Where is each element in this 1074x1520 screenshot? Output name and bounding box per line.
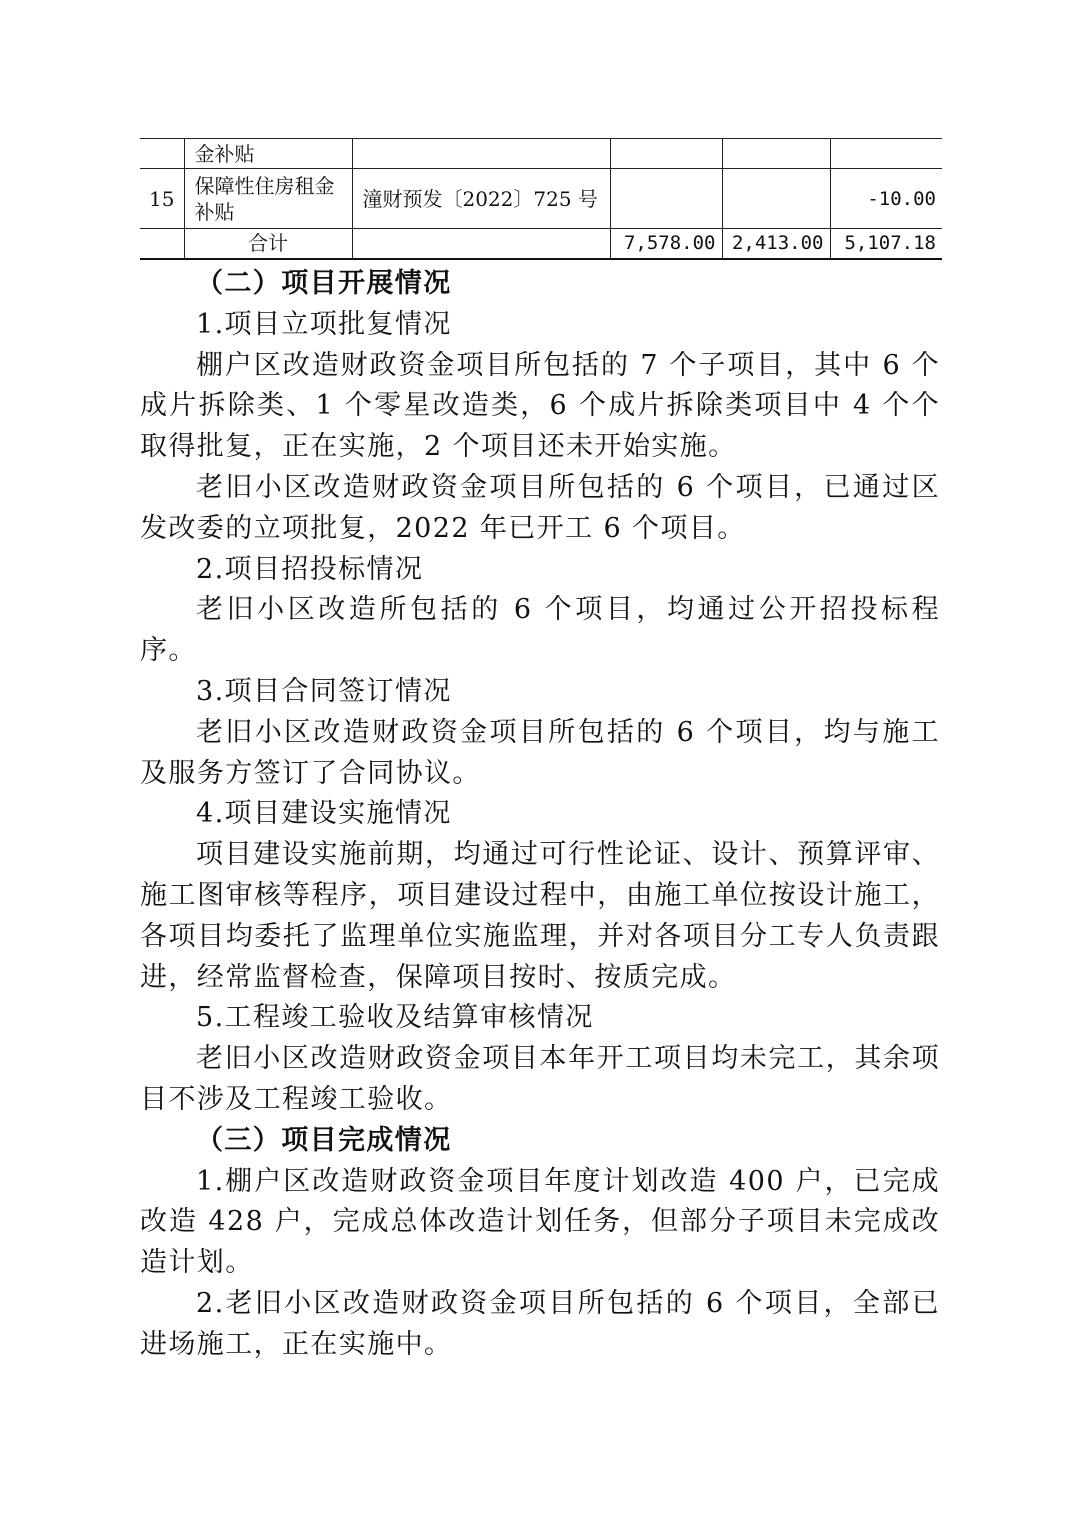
amount-a — [610, 139, 722, 169]
paragraph: 项目建设实施前期，均通过可行性论证、设计、预算评审、施工图审核等程序，项目建设过程中，由施工单位按设计施工，各项目均委托了监理单位实施监理，并对各项目分工专人负责跟进，经常监督检查，保障项目按时、按质完成。 — [140, 839, 940, 993]
total-amount-c: 5,107.18 — [830, 229, 942, 259]
total-amount-b: 2,413.00 — [722, 229, 830, 259]
paragraph: 老旧小区改造财政资金项目所包括的 6 个项目，均与施工及服务方签订了合同协议。 — [140, 716, 940, 789]
subsection-title: 4.项目建设实施情况 — [196, 798, 452, 830]
body-text — [140, 264, 940, 1366]
table-row — [140, 169, 942, 229]
subsection-title: 1.项目立项批复情况 — [196, 308, 452, 340]
amount-c — [830, 139, 942, 169]
paragraph: 1.棚户区改造财政资金项目年度计划改造 400 户，已完成改造 428 户，完成总体改造计划任务，但部分子项目未完成改造计划。 — [140, 1165, 940, 1279]
document-number: 潼财预发〔2022〕725 号 — [352, 169, 610, 229]
funding-table — [140, 138, 942, 260]
subsection-title: 3.项目合同签订情况 — [196, 675, 452, 707]
table-row — [140, 139, 942, 169]
section-heading: （二）项目开展情况 — [196, 268, 452, 299]
row-number — [140, 139, 184, 169]
amount-b — [722, 139, 830, 169]
total-label: 合计 — [184, 229, 352, 259]
amount-c: -10.00 — [830, 169, 942, 229]
paragraph: 老旧小区改造财政资金项目所包括的 6 个项目，已通过区发改委的立项批复，2022 年已开工 6 个项目。 — [140, 471, 940, 544]
paragraph: 棚户区改造财政资金项目所包括的 7 个子项目，其中 6 个成片拆除类、1 个零星改造类，6 个成片拆除类项目中 4 个个取得批复，正在实施，2 个项目还未开始实施。 — [140, 349, 940, 463]
paragraph: 2.老旧小区改造财政资金项目所包括的 6 个项目，全部已进场施工，正在实施中。 — [140, 1287, 940, 1360]
table-total-row — [140, 229, 942, 259]
project-name: 保障性住房租金补贴 — [184, 169, 352, 229]
amount-b — [722, 169, 830, 229]
section-heading: （三）项目完成情况 — [196, 1124, 452, 1156]
paragraph: 老旧小区改造财政资金项目本年开工项目均未完工，其余项目不涉及工程竣工验收。 — [140, 1043, 940, 1115]
total-document — [352, 229, 610, 259]
paragraph: 老旧小区改造所包括的 6 个项目，均通过公开招投标程序。 — [140, 594, 940, 667]
project-name: 金补贴 — [184, 139, 352, 169]
subsection-title: 5.工程竣工验收及结算审核情况 — [196, 1002, 594, 1034]
total-amount-a: 7,578.00 — [610, 229, 722, 259]
amount-a — [610, 169, 722, 229]
row-number: 15 — [140, 169, 184, 229]
total-number-cell — [140, 229, 184, 259]
document-number — [352, 139, 610, 169]
subsection-title: 2.项目招投标情况 — [196, 553, 424, 585]
